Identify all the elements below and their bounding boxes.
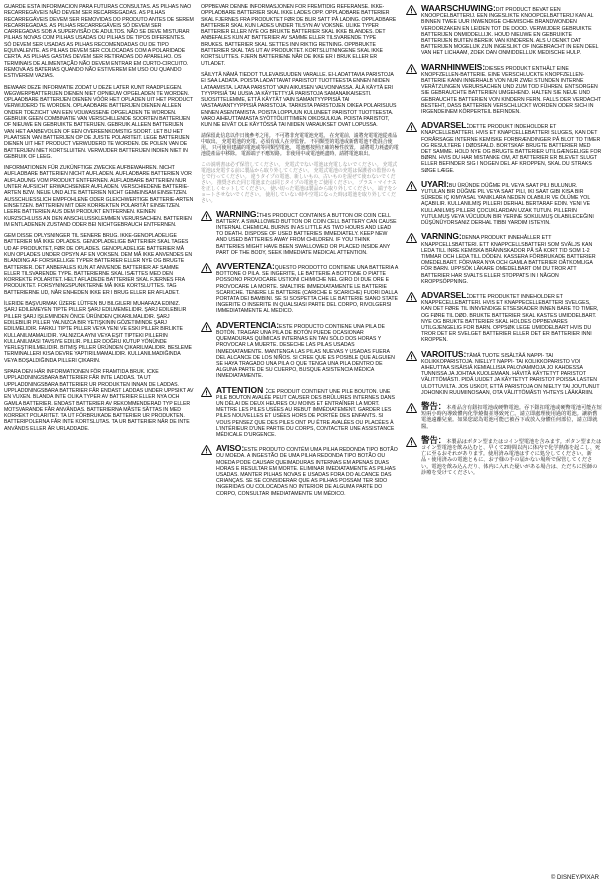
warning-body: ESTE PRODUCTO CONTIENE UNA PILA DE BOTÓN. TRAGAR UNA PILA DE BOTÓN PUEDE OCASIONAR QUEMADURAS QUÍMICAS INTERNAS EN TAN SÓLO DOS HORAS Y PROVOCAR LA MUERTE. DESECHE LAS PILAS USADAS INMEDIATAMENTE. MANTENGA LAS PILAS NUEVAS Y USADAS FUERA DEL ALCANCE DE LOS NIÑOS. SI CREE QUE ES POSIBLE QUE ALGUIEN SE HAYA TRAGADO UNA PILA O QUE TENGA UNA PILA DENTRO DE ALGUNA PARTE DE SU CUERPO, BUSQUE ASISTENCIA MÉDICA INMEDIATAMENTE. [216, 323, 395, 380]
text-block-dutch: BEWAAR DEZE INFORMATIE ZODAT U DEZE LATER KUNT RAADPLEGEN. WEGWERPBATTERIJEN DIENEN NIET OPNIEUW OPGELADEN TE WORDEN. OPLAADBARE BATTERIJEN DIENEN VÓÓR HET OPLADEN UIT HET PRODUCT VERWIJDERD TE WORDEN. OPLAADBARE BATTERIJEN DIENEN ALLEEN ONDER TOEZICHT VAN EEN VOLWASSENE OPGELADEN TE WORDEN. GEBRUIK GEEN COMBINATIE VAN VERSCHILLENDE SOORTEN BATTERIJEN OF NIEUWE EN GEBRUIKTE BATTERIJEN. GEBRUIK ALLEEN BATTERIJEN VAN HET AANBEVOLEN OF EEN OVEREENKOMSTIG SOORT. LET BIJ HET PLAATSEN VAN BATTERIJEN OP DE JUISTE POLARITEIT. LEGE BATTERIJEN DIENEN UIT HET PRODUCT VERWIJDERD TE WORDEN. DE POLEN VAN DE BATTERIJEN NIET KORTSLUITEN. VERWIJDER BATTERIJEN INDIEN NIET IN GEBRUIK OF LEEG. [4, 84, 194, 160]
text-block-german: INFORMATIONEN FÜR ZUKÜNFTIGE ZWECKE AUFBEWAHREN. NICHT AUFLADBARE BATTERIEN NICHT AUFLADEN. AUFLADBARE BATTERIEN VOR AUFLADUNG VOM PRODUKT ENTFERNEN. AUFLADBARE BATTERIEN NUR UNTER AUFSICHT ERWACHSENER AUFLADEN. VERSCHIEDENE BATTERIE-ARTEN BZW. NEUE UND ALTE BATTERIEN NICHT GEMEINSAM EINSETZEN. AUSSCHLIESSLICH EMPFOHLENE ODER GLEICHWERTIGE BATTERIE-ARTEN EINSETZEN. BATTERIEN MIT DER KORREKTEN POLARITÄT EINSETZEN. LEERE BATTERIEN AUS DEM PRODUKT ENTFERNEN. KEINEN KURZSCHLUSS AN DEN ANSCHLUSSKLEMMEN VERURSACHEN. BATTERIEN IM ENTLADENEN ZUSTAND ODER BEI NICHTGEBRAUCH ENTFERNEN. [4, 165, 194, 228]
warning-item [201, 386, 399, 439]
copyright-notice: © DISNEY/PIXAR [550, 875, 599, 881]
warning-item [201, 321, 399, 380]
warning-text [216, 444, 399, 497]
warning-text [216, 386, 399, 439]
warning-text [421, 436, 602, 476]
warning-triangle-icon [406, 233, 417, 243]
warning-triangle-icon [406, 122, 417, 132]
warning-body: DETTE PRODUKTET INNEHOLDER ET KNAPPECELLEBATTERI. HVIS ET KNAPPECELLEBATTERI SVELGES, KAN DET FØRE TIL INNVENDIGE ETSESKADER INNEN BARE TO TIMER, OG FØRE TIL DØD. BRUKTE BATTERIER SKAL KASTES UMIDDELBART. NYE OG BRUKTE BATTERIER SKAL HOLDES OPPBEVARES UTILGJENGELIG FOR BARN. OPPSØK LEGE UMIDDELBART HVIS DU TROR DET ER SVELGET BATTERIER ELLER DET ER BATTERIER INNI KROPPEN. [421, 293, 599, 344]
warning-body: QUESTO PRODOTTO CONTIENE UNA BATTERIA A BOTTONE O PILA. SE INGERITE, LE BATTERIE A BOTTONE O PIATTE POSSONO PROVOCARE USTIONI CHIMICHE NEL GIRO DI DUE ORE E PROVOCARE LA MORTE. SMALTIRE IMMEDIATAMENTE LE BATTERIE SCARICHE. TENERE LE BATTERIE (CARICHE E SCARICHE) FUORI DALLA PORTATA DEI BAMBINI. SE SI SOSPETTA CHE LE BATTERIE SIANO STATE INGERITE O INSERITE IN QUALSIASI PARTE DEL CORPO, RIVOLGERSI IMMEDIATAMENTE AL MEDICO. [216, 265, 399, 315]
warning-item [406, 350, 602, 396]
warning-item [406, 63, 602, 116]
warning-triangle-icon [406, 292, 417, 302]
warning-text [421, 232, 602, 285]
warning-triangle-icon [406, 64, 417, 74]
text-block-portuguese: GUARDE ESTA INFORMACIÓN PARA FUTURAS CONSULTAS. AS PILHAS NÃO RECARREGÁVEIS NÃO DEVEM SER RECARREGADAS. AS PILHAS RECARREGÁVEIS DEVEM SER REMOVIDAS DO PRODUTO ANTES DE SEREM RECARREGADAS. AS PILHAS RECARREGÁVEIS SÓ DEVEM SER CARREGADAS SOB A SUPERVISÃO DE ADULTOS. NÃO SE DEVE MISTURAR PILHAS NOVAS COM PILHAS USADAS OU PILHAS DE TIPOS DIFERENTES. SÓ DEVEM SER USADAS AS PILHAS RECOMENDADAS OU DE TIPO EQUIVALENTE. AS PILHAS DEVEM SER COLOCADAS COM A POLARIDADE CERTA. AS PILHAS GASTAS DEVEM SER RETIRADAS DO APARELHO. OS TERMINAIS DE ALIMENTAÇÃO NÃO DEVEM ENTRAR EM CURTO-CIRCUITO. REMOVA AS BATERIAS QUANDO NÃO ESTIVEREM EM USO OU QUANDO ESTIVEREM VAZIAS. [4, 4, 194, 80]
warning-item [406, 402, 602, 430]
warning-text [216, 321, 399, 380]
warning-body: DETTE PRODUKT INDEHOLDER ET KNAPCELLEBATTERI. HVIS ET KNAPCELLEBATTERI SLUGES, KAN DET FORÅRSAGE INTERNE KEMISKE FORBRÆNDINGER PÅ BLOT TO TIMER OG RESULTERE I DØDSFALD. BORTSKAF BRUGTE BATTERIER MED DET SAMME. HOLD NYE OG BRUGTE BATTERIER UTILGÆNGELIGE FOR BØRN. HVIS DU HAR MISTANKE OM, AT BATTERIER ER BLEVET SLUGT ELLER BEFINDER SIG I NOGEN DEL AF KROPPEN, SKAL DU STRAKS SØGE LÆGE. [421, 124, 602, 174]
warning-triangle-icon [406, 351, 417, 361]
warning-title: AVISO: [216, 443, 245, 454]
warning-list-middle [201, 210, 399, 497]
warning-triangle-icon [406, 5, 417, 15]
warning-body: DENNA PRODUKT INNEHÅLLER ETT KNAPPCELLSBATTERI. ETT KNAPPCELLSBATTERI SOM SVÄLJS KAN LEDA TILL INRE KEMISKA BRÄNNSKADOR PÅ SÅ KORT TID SOM 1-2 TIMMAR OCH LEDA TILL DÖDEN. KASSERA FÖRBRUKADE BATTERIER OMEDELBART. FÖRVARA NYA OCH GAMLA BATTERIER OÅTKOMLIGA FÖR BARN. UPPSÖK LÄKARE OMEDELBART OM DU TROR ATT BATTERIER HAR SVALTS ELLER STOPPATS IN I NÅGON KROPPSÖPPNING. [421, 235, 596, 285]
warning-item [406, 4, 602, 57]
warning-text [421, 402, 602, 430]
warning-text [421, 63, 602, 116]
warning-triangle-icon [201, 322, 212, 332]
warning-title: ADVERTENCIA: [216, 319, 280, 330]
text-block-norwegian: OPPBEVAR DENNE INFORMASJONEN FOR FREMTIDIG REFERANSE. IKKE-OPPLADBARE BATTERIER SKAL IKKE LADES OPP. OPPLADBARE BATTERIER SKAL FJERNES FRA PRODUKTET FØR DE BLIR SATT PÅ LADING. OPPLADBARE BATTERIER SKAL KUN LADES UNDER TILSYN AV VOKSNE. ULIKE TYPER BATTERIER ELLER NYE OG BRUKTE BATTERIER SKAL IKKE BLANDES. DET ANBEFALES KUN AT BATTERIER AV SAMME ELLER TILSVARENDE TYPE BRUKES. BATTERIER SKAL SETTES INN RIKTIG RETNING. OPPBRUKTE BATTERIER SKAL TAS UT AV PRODUKTET. KORTSLUTNINGENE SKAL IKKE KORTSLUTTES. FJERN BATTERIENE NÅR DE IKKE ER I BRUK ELLER ER UTLADET. [201, 4, 397, 67]
warning-title: VAROITUS: [421, 348, 467, 359]
warning-body: DIESES PRODUKT ENTHÄLT EINE KNOPFZELLEN-BATTERIE. EINE VERSCHLUCKTE KNOPFZELLEN-BATTERIE KANN INNERHALB VON NUR ZWEI STUNDEN INTERNE VERÄTZUNGEN VERURSACHEN UND ZUM TOD FÜHREN. ENTSORGEN SIE GEBRAUCHTE BATTERIEN UMGEHEND. HALTEN SIE NEUE UND GEBRAUCHTE BATTERIEN VON KINDERN FERN. FALLS DER VERDACHT BESTEHT, DASS BATTERIEN VERSCHLUCKT WORDEN ODER SICH IN IRGENDEINEM KÖRPERTEIL BEFINDEN. [421, 65, 601, 116]
column-middle [201, 4, 399, 884]
warning-title: WAARSCHUWING: [421, 4, 496, 13]
warning-text [421, 121, 602, 174]
text-block-japanese: この説明書は必ず保管してください。 充電式でない電池は充電しないでください。 充電式電池は充電する前に製品から取り外してください。 充電式電池の充電は保護者の監督のもとで行ってください。 違うタイプの電池、新しいもの、古いものを混ぜて使わないでください。 推奨された同じ電池または同じタイプの電池をご使用ください。 プラス・マイナスを正しくセットしてください。 使い切った電池は製品から取り外してください。 端子をショートさせないでください。 使用していない時や空電になった時は電池を取り外してください。 [201, 162, 398, 204]
warning-triangle-icon [406, 437, 417, 447]
warning-triangle-icon [201, 263, 212, 273]
warning-title: 警告： [421, 434, 447, 445]
warning-triangle-icon [201, 445, 212, 455]
warning-body: DIT PRODUCT BEVAT EEN KNOOPCELBATTERIJ. EEN INGESLIKTE KNOOPCELBATTERIJ KAN AL BINNEN TWEE UUR INWENDIGE CHEMISCHE BRANDWONDEN VEROORZAKEN EN LEIDEN TOT DE DOOD. VERWIJDER GEBRUIKTE BATTERIJEN ONMIDDELLIJK. HOUD NIEUWE EN GEBRUIKTE BATTERIJEN BUITEN BEREIK VAN KINDEREN. ALS U DENKT DAT BATTERIJEN MOGELIJK ZIJN INGESLIKT OF INGEBRACHT IN EEN DEEL VAN HET LICHAAM, ZOEK DAN ONMIDDELLIJK MEDISCHE HULP. [421, 7, 599, 57]
warning-triangle-icon [201, 211, 212, 221]
text-block-turkish: İLERIDE BAŞVURMAK ÜZERE LÜTFEN BU BILGILERI MUHAFAZA EDINIZ. ŞARJ EDILEMEYEN TIPTE PILLER ŞARJ EDILMEMELIDIR. ŞARJ EDILEBILIR PILLER ŞARJ IŞLEMINDEN ÖNCE ÜRÜNDEN ÇIKARILMALIDIR. ŞARJ EDILEBILIR PILLER YALNIZCA BIR YETIŞKININ GÖZETIMINDE ŞARJ EDILMELIDIR. FARKLI TIPTE PILLER VEYA YENI VE ESKI PILLER BIRLIKTE KULLANILMAMALIDIR. YALNIZCA AYNI VEYA EŞIT TIPTEKI PILLERIN KULLANILMASI TAVSIYE EDILIR. PILLER DOĞRU KUTUP YÖNÜNDE YERLEŞTIRILMELIDIR. BITMIŞ PILLER ÜRÜNDEN ÇIKARILMALIDIR. BESLEME TERMINALLERI KISA DEVRE YAPTIRILMAMALIDIR. KULLANILMADIĞINDA VEYA BOŞALDIĞINDA PILLERI ÇIKARIN. [4, 301, 192, 364]
warning-item [406, 180, 602, 226]
warning-item [406, 291, 602, 344]
warning-item [201, 262, 399, 315]
warning-body: 本產品含有鈕扣電池或硬幣電池。吞下鈕扣電池或硬幣電池可能在短短兩小時內導致體內化學燒傷並導致死亡。請立即處理使用過的電池。讓新舊電池遠離兒童。如果您認為電池可能已被吞下或放入身體任何部位，請立即就醫。 [421, 404, 602, 430]
warning-text [421, 291, 602, 344]
warning-list-right [406, 4, 602, 476]
text-block-danish: GEM DISSE OPLYSNINGER TIL SENERE BRUG. IKKE-GENOPLADELIGE BATTERIER MÅ IKKE OPLADES. GENOPLADELIGE BATTERIER SKAL TAGES UD AF PRODUKTET, FØR DE OPLADES. GENOPLADELIGE BATTERIER MÅ KUN OPLADES UNDER OPSYN AF EN VOKSEN. DEM MÅ IKKE ANVENDES EN BLANDING AF FORSKELLIGE TYPER BATTERIER ELLER NYE OG BRUGTE BATTERIER. DET ANBEFALES KUN AT ANVENDE BATTERIER AF SAMME ELLER TILSVARENDE TYPE. BATTERIERNE SKAL ISÆTTES MED DEN KORREKTE POLARITET. HELT AFLADEDE BATTERIER SKAL FJERNES FRA PRODUKTET. FORSYNINGSPUNKTERNE MÅ IKKE KORTSLUTTES. TAG BATTERIERNE UD, NÅR ENHEDEN IKKE ER I BRUG ELLER ER AFLADET. [4, 233, 193, 296]
warning-title: ADVARSEL: [421, 120, 470, 131]
warning-title: ADVARSEL: [421, 289, 470, 300]
warning-body: ESTE PRODUTO CONTÉM UMA PILHA REDONDA TIPO BOTÃO OU MOEDA. A INGESTÃO DE UMA PILHA REDONDA TIPO BOTÃO OU MOEDA PODE CAUSAR QUEIMADURAS INTERNAS EM APENAS DUAS HORAS E RESULTAR EM MORTE. ELIMINAR IMEDIATAMENTE AS PILHAS USADAS. MANTER PILHAS NOVAS E USADAS FORA DO ALCANCE DAS CRIANÇAS. SE SE CONSIDERAR QUE AS PILHAS POSSAM TER SIDO INGERIDAS OU COLOCADAS NO INTERIOR DE ALGUMA PARTE DO CORPO, CONSULTAR IMEDIATAMENTE UM MÉDICO. [216, 447, 398, 497]
warning-body: 本製品はボタン型またはコイン型電池を含みます。ボタン型またはコイン型電池を飲み込むと、早くて2時間以内に体内で化学熱傷を起こし、死亡に至るおそれがあります。使用済み電池はすぐに処分してください。新品・使用済みの電池ともに、お子様の手の届かない場所で保管してください。電池を飲み込んだり、体内に入れた疑いがある場合は、ただちに医師の診療を受けてください。 [421, 438, 602, 476]
warning-item [201, 210, 399, 256]
warning-item [406, 121, 602, 174]
warning-body: THIS PRODUCT CONTAINS A BUTTON OR COIN CELL BATTERY. A SWALLOWED BUTTON OR COIN CELL BATTERY CAN CAUSE INTERNAL CHEMICAL BURNS IN AS LITTLE AS TWO HOURS AND LEAD TO DEATH. DISPOSE OF USED BATTERIES IMMEDIATELY. KEEP NEW AND USED BATTERIES AWAY FROM CHILDREN. IF YOU THINK BATTERIES MIGHT HAVE BEEN SWALLOWED OR PLACED INSIDE ANY PART OF THE BODY, SEEK IMMEDIATE MEDICAL ATTENTION. [216, 212, 397, 256]
warning-title: AVVERTENZA: [216, 261, 275, 272]
warning-triangle-icon [406, 403, 417, 413]
warning-item [201, 444, 399, 497]
warning-text [216, 210, 399, 256]
warning-body: BU ÜRÜNDE DÜĞME PIL VEYA SAAT PILI BULUNUR. YUTULAN BIR DÜĞME PIL VEYA SAAT PILI, IKI SAAT GIBI KISA BIR SÜREDE IÇ KIMYASAL YANIKLARA NEDEN OLABILIR VE ÖLÜME YOL AÇABILIR. KULLANILMIŞ PILLERI DERHAL BERTARAF EDIN. YENI VE KULLANILMIŞ PILLERI ÇOCUKLARDAN UZAK TUTUN. PILLERIN YUTULMUŞ VEYA VÜCUDUN BIR YERINE SOKULMUŞ OLABILECEĞINI DÜŞÜNÜYORSANIZ DERHAL TIBBI YARDIM ISTEYIN. [421, 182, 594, 227]
column-right [406, 4, 602, 884]
warning-title: 警告： [421, 400, 447, 411]
warning-item [406, 232, 602, 285]
warning-body: TÄMÄ TUOTE SISÄLTÄÄ NAPPI- TAI KOLIKKOPARISTOJA. NIELLYT NAPPI- TAI KOLIKKOPARISTO VOI AIHEUTTAA SISÄISIÄ KEMIALLISIA PALOVAMMOJA JO KAHDESSA TUNNISSA JA JOHTAA KUOLEMAAN. HÄVITÄ KÄYTETYT PARISTOT VÄLITTÖMÄSTI. PIDÄ UUDET JA KÄYTETYT PARISTOT POISSA LASTEN ULOTTUVILTA. JOS USKOT, ETTÄ PARISTOJA ON NIELTY TAI JOUTUNUT JOHONKIN RUUMIINOSAAN, OTA VÄLITTÖMÄSTI YHTEYS LÄÄKÄRIIN. [421, 352, 600, 396]
text-block-chinese: 請保留此信息以作日後參考之用。 不可將非充電電池充電。 在充電前，請將充電電池從產品中取出。 充電電池的充電，必須有成人在旁監督。 不同類型的電池或新舊電池不能混合使用。 只可使用建議的電池或等同類型電池。 電池應按照正確的極性放置。 請將電力耗盡的電池從產品中移除。 電源端子不應短路。 非使用中或電池耗盡時，請將電池取出。 [201, 133, 399, 157]
warning-title: VARNING: [421, 231, 462, 242]
warning-item [406, 436, 602, 476]
warning-text [421, 4, 602, 57]
warning-text [421, 350, 602, 396]
column-left [4, 4, 194, 884]
text-block-swedish: SPARA DEN HÄR INFORMATIONEN FÖR FRAMTIDA BRUK. ICKE UPPLADDNINGSBARA BATTERIER FÅR INTE LADDAS. TA UT UPPLADDNINGSBARA BATTERIER UR PRODUKTEN INNAN DE LADDAS. UPPLADDNINGSBARA BATTERIER FÅR ENDAST LADDAS UNDER UPPSIKT AV EN VUXEN. BLANDA INTE OLIKA TYPER AV BATTERIER ELLER NYA OCH GAMLA BATTERIER. ENDAST BATTERIER AV REKOMMENDERAD TYP ELLER MOTSVARANDE FÅR ANVÄNDAS. BATTERIERNA MÅSTE SÄTTAS IN MED KORREKT POLARITET. TA UT FÖRBRUKADE BATTERIER UR PRODUKTEN. BATTERIPOLERNA FÅR INTE KORTSLUTAS. TA UR BATTERIER NÄR DE INTE ANVÄNDS ELLER ÄR URLADDADE. [4, 369, 194, 432]
warning-body: CE PRODUIT CONTIENT UNE PILE BOUTON. UNE PILE BOUTON AVALÉE PEUT CAUSER DES BRÛLURES INTERNES DANS UN DÉLAI DE DEUX HEURES OU MOINS ET ENTRAÎNER LA MORT. METTRE LES PILES USÉES AU REBUT IMMÉDIATEMENT. GARDER LES PILES NOUVELLES ET USÉES HORS DE PORTÉE DES ENFANTS. SI VOUS PENSEZ QUE DES PILES ONT PU ÊTRE AVALÉES OU PLACÉES À L'INTÉRIEUR D'UNE PARTIE DU CORPS, CONTACTER UNE ASSISTANCE MÉDICALE D'URGENCE. [216, 388, 395, 438]
warning-title: WARNING: [216, 208, 260, 219]
warning-text [421, 180, 602, 226]
text-block-finnish: SÄILYTÄ NÄMÄ TIEDOT TULEVAISUUDEN VARALLE. EI-LADATTAVIA PARISTOJA EI SAA LADATA. POISTA LADATTAVAT PARISTOT TUOTTEESTA ENNEN NIIDEN LATAAMISTA. LATAA PARISTOT VAIN AIKUISEN VALVONNASSA. ÄLÄ KÄYTÄ ERI TYYPPISIÄ TAI UUSIA JA KÄYTETTYJÄ PARISTOJA SAMANAIKAISESTI. SUOSITTELEMME, ETTÄ KÄYTÄT VAIN SAMANTYYPPISIÄ TAI VASTAAVANTYYPPISIÄ PARISTOJA. TARKISTA PARISTOJEN OIKEA POLARISUUS ENNEN ASENTAMISTA. POISTA LOPPUUN KULUNEET PARISTOT TUOTTEESTA. VARO AIHEUTTAMASTA SYÖTTÖLIITTIMIEN OIKOSULKUA. POISTA PARISTOT, KUN NE EIVÄT OLE KÄYTÖSSÄ TAI NIIDEN VARAUKSET OVAT LOPUSSA. [201, 71, 397, 129]
warning-title: WARNHINWEIS: [421, 61, 485, 72]
warning-text [216, 262, 399, 315]
warning-title: ATTENTION : [216, 384, 269, 395]
warning-title: UYARI: [421, 178, 449, 189]
warning-triangle-icon [201, 387, 212, 397]
warning-triangle-icon [406, 181, 417, 191]
